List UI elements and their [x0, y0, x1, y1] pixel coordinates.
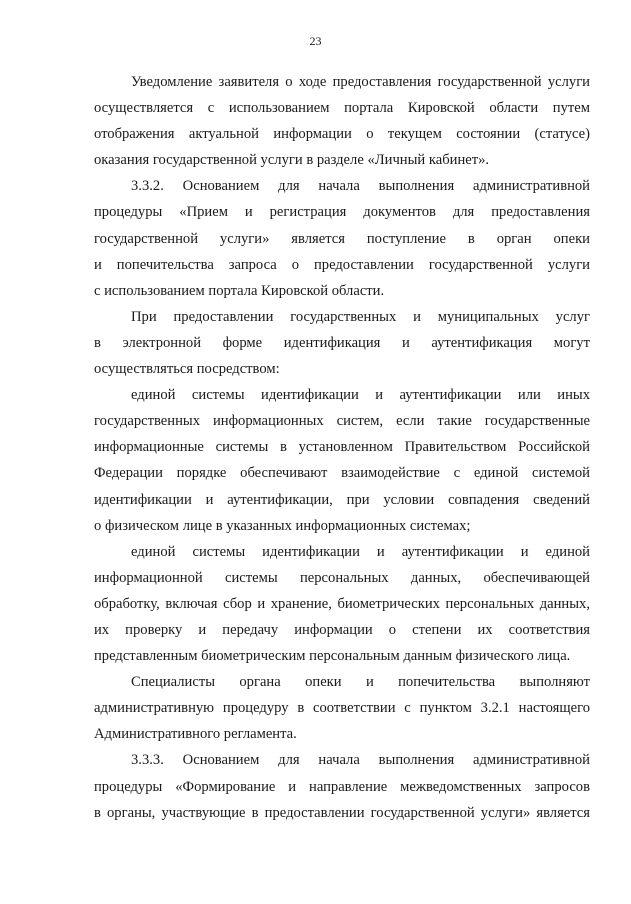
text-line: единой системы идентификации и аутентификации или иных — [131, 387, 590, 404]
text-line: 3.3.2. Основанием для начала выполнения административной — [131, 178, 590, 195]
text-line: информационные системы в установленном Правительством Российской — [94, 439, 590, 456]
paragraph-3-3-3 — [94, 747, 590, 825]
text-line: единой системы идентификации и аутентификации и единой — [131, 543, 590, 560]
text-line: в органы, участвующие в предоставлении государственной услуги» является — [94, 804, 590, 821]
text-line: Федерации порядке обеспечивают взаимодействие с единой системой — [94, 465, 590, 482]
paragraph-identification — [94, 304, 590, 382]
document-body — [94, 69, 590, 826]
text-line: государственной услуги» является поступление в орган опеки — [94, 230, 590, 247]
text-line: осуществляться посредством: — [94, 361, 280, 378]
text-line: оказания государственной услуги в разделе «Личный кабинет». — [94, 152, 490, 169]
page-number: 23 — [309, 34, 322, 48]
text-line: процедуры «Формирование и направление межведомственных запросов — [94, 778, 590, 795]
text-line: информационной системы персональных данных, обеспечивающей — [94, 569, 590, 586]
paragraph-notification — [94, 69, 590, 173]
text-line: отображения актуальной информации о текущем состоянии (статусе) — [94, 126, 590, 143]
text-line: процедуры «Прием и регистрация документов для предоставления — [94, 204, 590, 221]
paragraph-biometric — [94, 539, 590, 669]
text-line: государственных информационных систем, если такие государственные — [94, 413, 590, 430]
text-line: с использованием портала Кировской области. — [94, 282, 385, 299]
paragraph-esia — [94, 382, 590, 539]
text-line: Уведомление заявителя о ходе предоставления государственной услуги — [131, 74, 590, 90]
text-line: о физическом лице в указанных информационных системах; — [94, 517, 471, 534]
text-line: идентификации и аутентификации, при условии совпадения сведений — [94, 491, 590, 508]
text-line: административную процедуру в соответствии с пунктом 3.2.1 настоящего — [94, 700, 590, 717]
text-line: Административного регламента. — [94, 726, 297, 743]
text-line: их проверку и передачу информации о степени их соответствия — [94, 621, 590, 638]
text-line: и попечительства запроса о предоставлении государственной услуги — [94, 256, 590, 273]
text-line: Специалисты органа опеки и попечительства выполняют — [131, 674, 590, 691]
text-line: в электронной форме идентификация и аутентификация могут — [94, 334, 590, 351]
paragraph-specialists — [94, 669, 590, 747]
text-line: обработку, включая сбор и хранение, биометрических персональных данных, — [94, 595, 590, 612]
paragraph-3-3-2 — [94, 173, 590, 303]
text-line: При предоставлении государственных и муниципальных услуг — [131, 308, 590, 325]
text-line: представленным биометрическим персональным данным физического лица. — [94, 648, 571, 665]
text-line: 3.3.3. Основанием для начала выполнения административной — [131, 752, 590, 769]
text-line: осуществляется с использованием портала Кировской области путем — [94, 100, 590, 117]
